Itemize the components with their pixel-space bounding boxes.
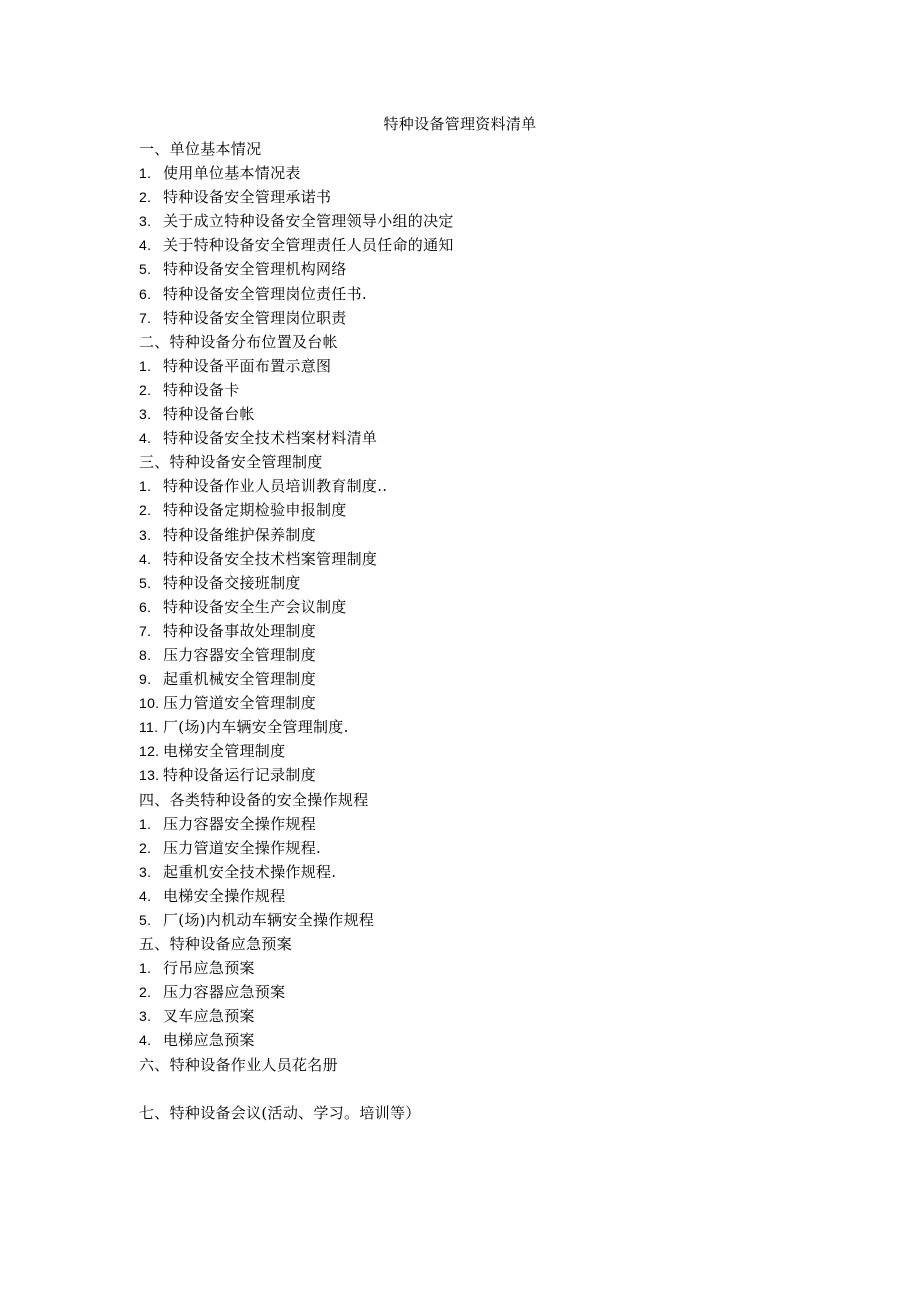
list-item [139, 861, 839, 885]
list-item [139, 885, 839, 909]
list-item [139, 716, 839, 740]
list-item-text: 行吊应急预案 [163, 959, 255, 978]
list-item-number: 1. [139, 478, 152, 495]
list-item-number: 3. [139, 406, 152, 423]
list-item-number: 7. [139, 309, 152, 326]
list-item-number: 2. [139, 839, 152, 856]
list-item-text: 特种设备安全管理岗位职责 [163, 308, 347, 327]
list-item-text: 特种设备安全管理机构网络 [163, 260, 347, 279]
list-item-text: 特种设备平面布置示意图 [163, 356, 332, 375]
list-item [139, 307, 839, 331]
list-item [139, 499, 839, 523]
blank-line [139, 1078, 839, 1102]
list-item [139, 1005, 839, 1029]
list-item-text: 特种设备卡 [163, 380, 240, 399]
list-item [139, 548, 839, 572]
list-item [139, 234, 839, 258]
list-item-text: 厂(场)内机动车辆安全操作规程 [163, 911, 375, 929]
list-item [139, 620, 839, 644]
list-item [139, 186, 839, 210]
list-item-text: 特种设备台帐 [163, 405, 255, 424]
section-heading: 一、单位基本情况 [139, 140, 262, 158]
section-heading: 二、特种设备分布位置及台帐 [139, 332, 338, 351]
list-item [139, 524, 839, 548]
list-item-number: 5. [139, 912, 152, 928]
list-item [139, 258, 839, 282]
list-item-number: 4. [139, 550, 152, 567]
list-item [139, 403, 839, 427]
list-item-number: 3. [139, 526, 152, 543]
list-item [139, 162, 839, 186]
list-item-text: 起重机安全技术操作规程. [163, 862, 337, 881]
section-heading: 七、特种设备会议(活动、学习。培训等） [139, 1103, 421, 1122]
list-item [139, 764, 839, 788]
list-item [139, 692, 839, 716]
list-item-text: 特种设备安全生产会议制度 [163, 597, 347, 616]
list-item-number: 5. [139, 574, 152, 591]
list-item [139, 981, 839, 1005]
list-item [139, 475, 839, 499]
list-item-text: 关于成立特种设备安全管理领导小组的决定 [163, 212, 454, 231]
list-item-text: 特种设备维护保养制度 [163, 525, 317, 544]
list-item-number: 6. [139, 598, 152, 615]
list-item [139, 957, 839, 981]
list-item-number: 1. [139, 815, 152, 832]
list-item-text: 电梯安全管理制度 [163, 742, 286, 761]
list-item-text: 厂(场)内车辆安全管理制度. [163, 718, 349, 737]
section-heading: 四、各类特种设备的安全操作规程 [139, 790, 369, 809]
list-item [139, 740, 839, 764]
list-item-text: 特种设备安全管理岗位责任书. [163, 284, 367, 303]
list-item [139, 572, 839, 596]
list-item-number: 1. [139, 357, 152, 374]
list-item-text: 电梯应急预案 [163, 1031, 255, 1050]
list-item-text: 压力管道安全管理制度 [163, 694, 317, 713]
list-item [139, 355, 839, 379]
list-item-number: 8. [139, 646, 152, 663]
list-item-text: 起重机械安全管理制度 [163, 670, 317, 689]
list-item-number: 11. [139, 719, 159, 736]
list-item-number: 2. [139, 502, 152, 519]
list-item-text: 特种设备安全技术档案管理制度 [163, 549, 378, 568]
list-item-number: 2. [139, 381, 152, 398]
list-item-text: 特种设备作业人员培训教育制度.. [163, 477, 388, 496]
list-item-number: 12. [139, 743, 160, 760]
list-item-text: 压力容器安全操作规程 [163, 814, 317, 833]
list-item-text: 特种设备运行记录制度 [163, 766, 317, 785]
list-item-number: 4. [139, 1032, 152, 1049]
list-item [139, 909, 839, 933]
list-item [139, 837, 839, 861]
list-item-text: 特种设备定期检验申报制度 [163, 501, 347, 520]
section-heading: 五、特种设备应急预案 [139, 935, 293, 954]
list-item-number: 4. [139, 887, 152, 904]
list-item-number: 3. [139, 1008, 152, 1025]
list-item-number: 5. [139, 261, 152, 278]
list-item-number: 9. [139, 671, 152, 688]
section-heading: 六、特种设备作业人员花名册 [139, 1055, 338, 1074]
list-item-text: 电梯安全操作规程 [163, 886, 286, 905]
list-item-number: 2. [139, 984, 152, 1001]
list-item [139, 596, 839, 620]
list-item [139, 1029, 839, 1053]
list-item [139, 668, 839, 692]
list-item-text: 使用单位基本情况表 [163, 164, 301, 183]
list-item-text: 特种设备事故处理制度 [163, 621, 317, 640]
document-title: 特种设备管理资料清单 [383, 115, 537, 133]
list-item-number: 6. [139, 285, 152, 302]
list-item [139, 379, 839, 403]
list-item [139, 427, 839, 451]
list-item-number: 10. [139, 695, 160, 712]
list-item-number: 4. [139, 237, 152, 254]
list-item-number: 1. [139, 960, 152, 977]
list-item-text: 压力管道安全操作规程. [163, 838, 322, 857]
list-item-number: 7. [139, 622, 152, 639]
list-item-number: 1. [139, 165, 152, 182]
list-item-number: 4. [139, 430, 152, 447]
list-item [139, 813, 839, 837]
list-item-text: 压力容器应急预案 [163, 983, 286, 1002]
list-item-text: 特种设备交接班制度 [163, 573, 301, 592]
list-item-number: 13. [139, 767, 160, 784]
list-item-number: 3. [139, 213, 152, 230]
list-item-number: 3. [139, 863, 152, 880]
list-item-text: 特种设备安全管理承诺书 [163, 188, 332, 207]
list-item-number: 2. [139, 189, 152, 206]
section-heading: 三、特种设备安全管理制度 [139, 453, 323, 472]
list-item-text: 关于特种设备安全管理责任人员任命的通知 [163, 236, 454, 255]
list-item-text: 叉车应急预案 [163, 1007, 255, 1026]
list-item [139, 210, 839, 234]
list-item [139, 283, 839, 307]
document-body [139, 138, 839, 1126]
list-item [139, 644, 839, 668]
list-item-text: 特种设备安全技术档案材料清单 [163, 429, 378, 448]
list-item-text: 压力容器安全管理制度 [163, 645, 317, 664]
